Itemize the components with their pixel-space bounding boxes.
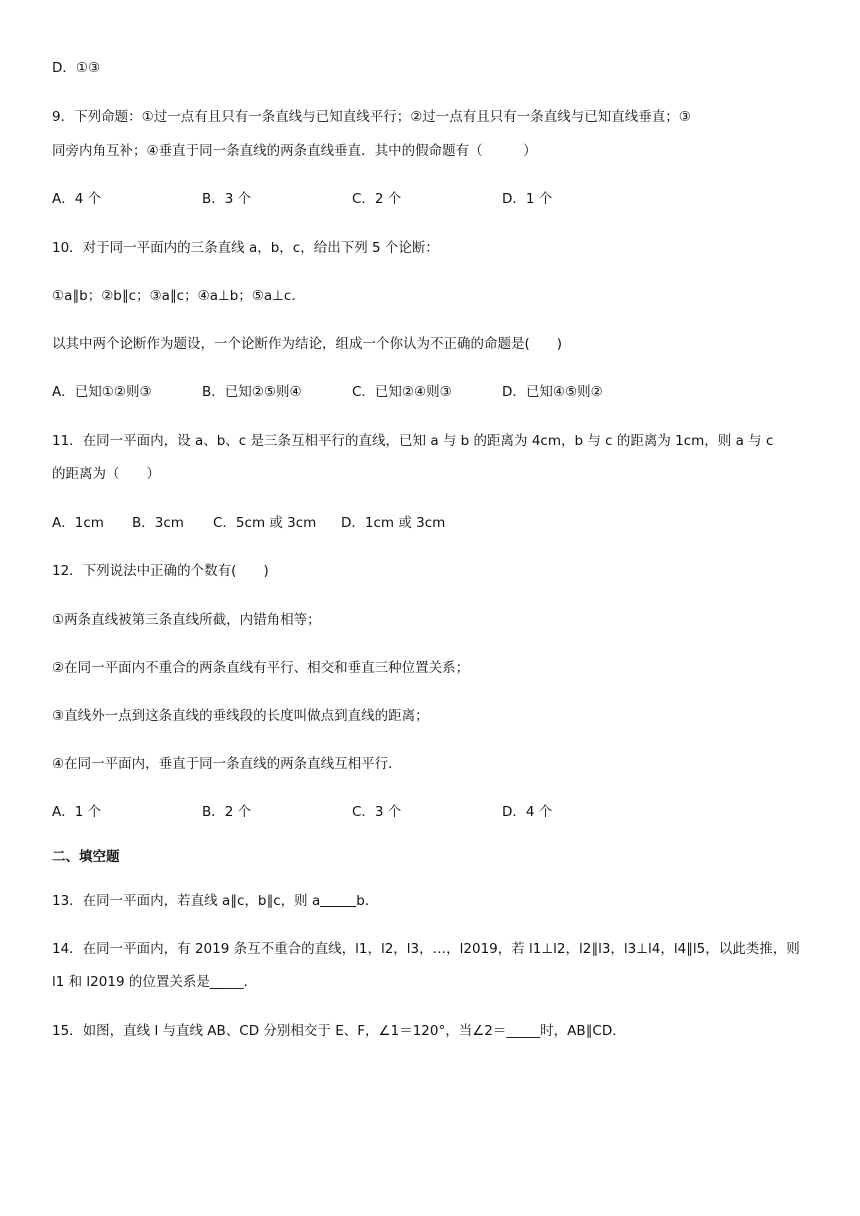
q10-option-c: C．已知②④则③ (352, 384, 452, 400)
q13-mid: ，b∥c，则 a (244, 893, 321, 909)
q9-line1: 9．下列命题：①过一点有且只有一条直线与已知直线平行；②过一点有且只有一条直线与已知直线垂直；③ (52, 109, 691, 125)
q13-suffix: b． (356, 893, 379, 909)
q12-item-1: ①两条直线被第三条直线所截，内错角相等； (52, 612, 321, 628)
q13-line (52, 891, 378, 911)
q12-option-b: B．2 个 (202, 804, 252, 820)
q13-blank[interactable] (320, 892, 356, 907)
q13-prefix: 13．在同一平面内，若直线 (52, 893, 222, 909)
q12-option-a: A．1 个 (52, 804, 102, 820)
q13-first: a∥c (221, 893, 245, 909)
q11-line1: 11．在同一平面内，设 a、b、c 是三条互相平行的直线，已知 a 与 b 的距离为 4cm，b 与 c 的距离为 1cm，则 a 与 c (52, 433, 774, 449)
q14-line1: 14．在同一平面内，有 2019 条互不重合的直线，l1，l2，l3，…，l2019，若 l1⊥l2，l2∥l3，l3⊥l4，l4∥l5，以此类推，则 (52, 941, 800, 957)
q11-option-c: C．5cm 或 3cm (213, 515, 317, 531)
q10-option-b: B．已知②⑤则④ (202, 384, 302, 400)
q10-line1: 10．对于同一平面内的三条直线 a，b，c，给出下列 5 个论断： (52, 240, 439, 256)
q12-item-4: ④在同一平面内，垂直于同一条直线的两条直线互相平行． (52, 756, 402, 772)
q11-option-a: A．1cm (52, 515, 104, 531)
q11-option-d: D．1cm 或 3cm (341, 515, 446, 531)
q11-option-b: B．3cm (132, 515, 184, 531)
q12-item-2: ②在同一平面内不重合的两条直线有平行、相交和垂直三种位置关系； (52, 660, 470, 676)
q9-line2: 同旁内角互补；④垂直于同一条直线的两条直线垂直．其中的假命题有（ ） (52, 143, 537, 159)
q9-option-b: B．3 个 (202, 191, 252, 207)
q12-item-3: ③直线外一点到这条直线的垂线段的长度叫做点到直线的距离； (52, 708, 429, 724)
q10-line2: ①a∥b；②b∥c；③a∥c；④a⊥b；⑤a⊥c． (52, 288, 305, 304)
q10-option-d: D．已知④⑤则② (502, 384, 603, 400)
q9-option-d: D．1 个 (502, 191, 553, 207)
q15-line: 15．如图，直线 l 与直线 AB、CD 分别相交于 E、F，∠1＝120°，当∠2＝_____时，AB∥CD． (52, 1023, 626, 1039)
q10-option-a: A．已知①②则③ (52, 384, 152, 400)
section-title: 二、填空题 (52, 849, 120, 865)
q12-option-d: D．4 个 (502, 804, 553, 820)
q12-option-c: C．3 个 (352, 804, 402, 820)
q14-line2: l1 和 l2019 的位置关系是_____． (52, 974, 258, 990)
prev-option-d: D．①③ (52, 60, 101, 76)
q9-option-c: C．2 个 (352, 191, 402, 207)
q11-line2: 的距离为（ ） (52, 466, 160, 482)
q12-line1: 12．下列说法中正确的个数有( ) (52, 563, 269, 579)
q10-line3: 以其中两个论断作为题设，一个论断作为结论，组成一个你认为不正确的命题是( ) (52, 336, 563, 352)
q9-option-a: A．4 个 (52, 191, 102, 207)
